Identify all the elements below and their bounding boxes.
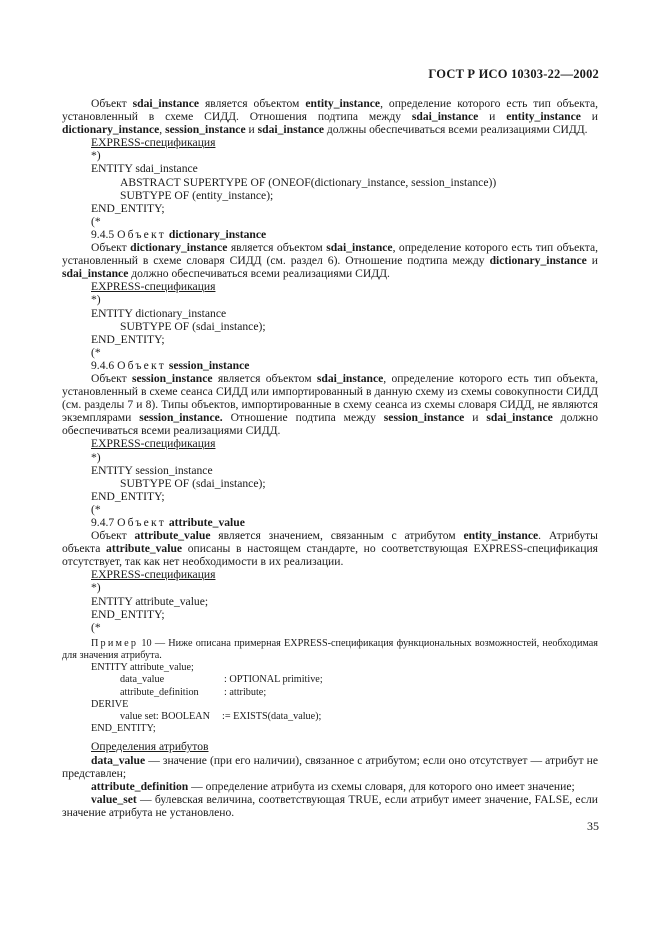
code-line: ABSTRACT SUPERTYPE OF (ONEOF(dictionary_instance, session_instance)): [120, 175, 497, 189]
paragraph-dictionary-instance: Объект dictionary_instance является объектом sdai_instance, определение которого есть тип объекта, установленный в схеме словаря СИДД (см. раздел 6). Отношение подтипа между dictionary_instance и sdai_instance должно обеспечиваться всеми реализациями СИДД.: [62, 241, 598, 281]
page-body: [62, 97, 598, 819]
paragraph-session-instance: Объект session_instance является объектом sdai_instance, определение которого есть тип объекта, установленный в схеме сеанса СИДД или импортированный в данную схему из схемы совокупности СИДД (см. разделы 7 и 8). Типы объектов, импортированные в схему сеанса из схемы словаря СИДД, не являются экземплярами session_instance. Отношение подтипа между session_instance и sdai_instance должно обеспечиваться всеми реализациями СИДД.: [62, 371, 599, 438]
page-number: 35: [587, 819, 599, 833]
code-line: (*: [91, 214, 101, 228]
code-line: SUBTYPE OF (entity_instance);: [120, 188, 274, 202]
example-code-line: data_value : OPTIONAL primitive;: [120, 674, 323, 686]
code-line: *): [91, 149, 101, 163]
paragraph-attribute-value: Объект attribute_value является значением, связанным с атрибутом entity_instance. Атрибуты объекта attribute_value описаны в настоящем стандарте, но соответствующая EXPRESS-спецификация отсутствует, так как нет необходимости в их реализации.: [62, 529, 598, 569]
example-code-line: attribute_definition : attribute;: [120, 686, 267, 698]
code-line: *): [91, 293, 101, 307]
express-spec-label: EXPRESS-спецификация: [91, 437, 216, 451]
example-note: Пример 10 — Ниже описана примерная EXPRESS-спецификация функциональных возможностей, необходимая для значения атрибута.: [62, 637, 598, 662]
section-heading: 9.4.6 Объект session_instance: [91, 358, 250, 372]
code-line: END_ENTITY;: [91, 332, 165, 346]
express-spec-label: EXPRESS-спецификация: [91, 136, 216, 150]
code-line: SUBTYPE OF (sdai_instance);: [120, 476, 266, 490]
code-line: ENTITY attribute_value;: [91, 594, 209, 608]
paragraph-sdai-instance: Объект sdai_instance является объектом entity_instance, определение которого есть тип объекта, установленный в схеме СИДД. Отношения подтипа между sdai_instance и entity_instance и dictionary_instance, session_instance и sdai_instance должны обеспечиваться всеми реализациями СИДД.: [62, 97, 599, 137]
definitions-heading: Определения атрибутов: [91, 740, 209, 754]
express-spec-label: EXPRESS-спецификация: [91, 280, 216, 294]
code-line: END_ENTITY;: [91, 201, 165, 215]
code-line: *): [91, 450, 101, 464]
definition-data-value: data_value — значение (при его наличии), связанное с атрибутом; если оно отсутствует — атрибут не представлен;: [62, 753, 598, 780]
definition-attribute-definition: attribute_definition — определение атрибута из схемы словаря, для которого оно имеет значение;: [91, 779, 575, 793]
code-line: (*: [91, 502, 101, 516]
code-line: ENTITY session_instance: [91, 463, 213, 477]
section-heading: 9.4.5 Объект dictionary_instance: [91, 227, 267, 241]
example-code-line: END_ENTITY;: [91, 723, 156, 735]
example-code-line: ENTITY attribute_value;: [91, 662, 194, 674]
code-line: ENTITY sdai_instance: [91, 162, 198, 176]
code-line: SUBTYPE OF (sdai_instance);: [120, 319, 266, 333]
example-code-line: value set: BOOLEAN := EXISTS(data_value);: [120, 711, 322, 723]
code-line: END_ENTITY;: [91, 607, 165, 621]
code-line: END_ENTITY;: [91, 489, 165, 503]
code-line: (*: [91, 620, 101, 634]
section-heading: 9.4.7 Объект attribute_value: [91, 516, 245, 529]
code-line: (*: [91, 345, 101, 359]
code-line: ENTITY dictionary_instance: [91, 306, 227, 320]
express-spec-label: EXPRESS-спецификация: [91, 568, 216, 582]
code-line: *): [91, 581, 101, 595]
standard-header: ГОСТ Р ИСО 10303-22—2002: [428, 67, 599, 81]
definition-value-set: value_set — булевская величина, соответствующая TRUE, если атрибут имеет значение, FALSE, если значение атрибута не установлено.: [62, 792, 598, 819]
example-code-line: DERIVE: [91, 698, 129, 710]
